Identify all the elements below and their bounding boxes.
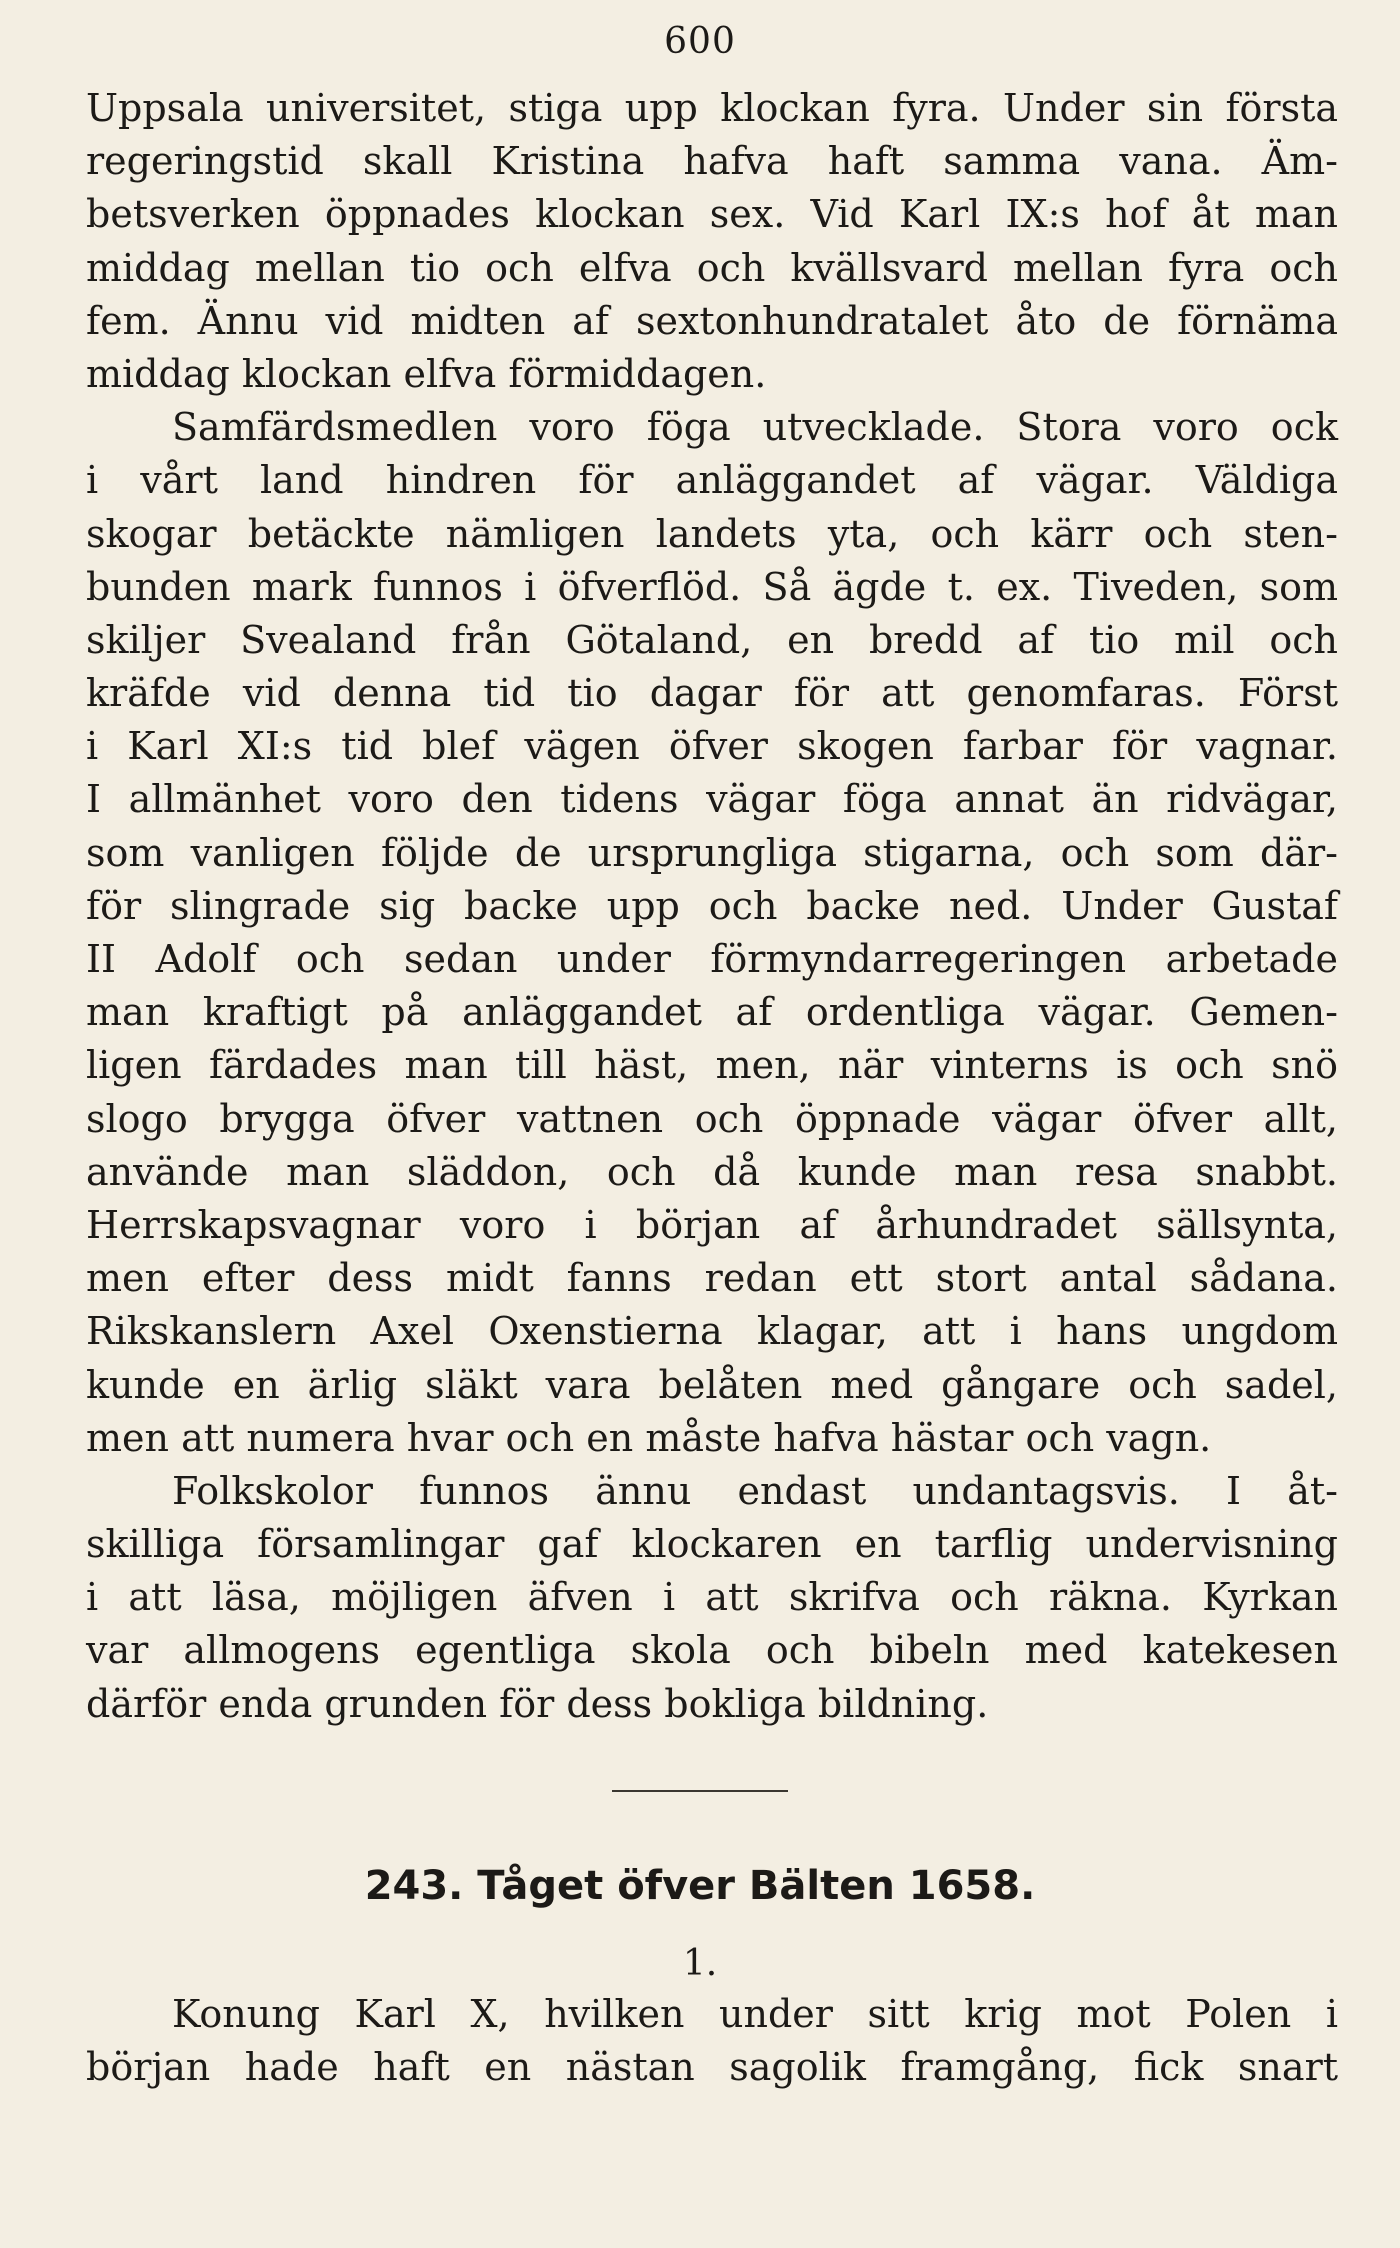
text-line: fem. Ännu vid midten af sextonhundratalet åto de förnäma — [86, 298, 1338, 343]
section-heading: 243. Tåget öfver Bälten 1658. — [364, 1863, 1036, 1909]
text-line: Uppsala universitet, stiga upp klockan fyra. Under sin första — [86, 86, 1338, 130]
page-number: 600 — [664, 21, 736, 62]
text-line: kräfde vid denna tid tio dagar för att genomfaras. Först — [86, 671, 1338, 716]
text-line: i Karl XI:s tid blef vägen öfver skogen farbar för vagnar. — [86, 724, 1338, 769]
text-line: skilliga församlingar gaf klockaren en tarflig undervisning — [86, 1522, 1338, 1567]
text-line: men att numera hvar och en måste hafva hästar och vagn. — [86, 1415, 1212, 1460]
text-line: Samfärdsmedlen voro föga utvecklade. Stora voro ock — [172, 405, 1338, 450]
section-sub-number: 1. — [682, 1943, 718, 1984]
text-line: skiljer Svealand från Götaland, en bredd af tio mil och — [86, 617, 1338, 662]
text-line: men efter dess midt fanns redan ett stort antal sådana. — [86, 1256, 1338, 1301]
paragraph — [86, 401, 1338, 1465]
text-line: man kraftigt på anläggandet af ordentliga vägar. Gemen- — [86, 990, 1338, 1035]
text-line: som vanligen följde de ursprungliga stigarna, och som där- — [86, 830, 1338, 875]
text-line: Folkskolor funnos ännu endast undantagsvis. I åt- — [172, 1468, 1338, 1513]
paragraph — [86, 82, 1338, 401]
text-line: för slingrade sig backe upp och backe ned. Under Gustaf — [86, 883, 1338, 928]
text-line: i att läsa, möjligen äfven i att skrifva och räkna. Kyrkan — [86, 1575, 1338, 1620]
text-line: II Adolf och sedan under förmyndarregeringen arbetade — [86, 937, 1338, 981]
text-line: betsverken öppnades klockan sex. Vid Karl IX:s hof åt man — [86, 192, 1338, 237]
paragraph — [86, 1465, 1338, 1731]
text-line: använde man släddon, och då kunde man resa snabbt. — [86, 1149, 1338, 1194]
text-line: ligen färdades man till häst, men, när vinterns is och snö — [86, 1043, 1338, 1088]
text-line: skogar betäckte nämligen landets yta, och kärr och sten- — [86, 511, 1338, 556]
text-line: kunde en ärlig släkt vara belåten med gångare och sadel, — [86, 1362, 1338, 1407]
text-line: regeringstid skall Kristina hafva haft samma vana. Äm- — [86, 139, 1338, 184]
text-line: Konung Karl X, hvilken under sitt krig mot Polen i — [172, 1992, 1338, 2036]
text-line: middag mellan tio och elfva och kvällsvard mellan fyra och — [86, 245, 1338, 290]
text-line: bunden mark funnos i öfverflöd. Så ägde t. ex. Tiveden, som — [86, 564, 1338, 609]
text-line: början hade haft en nästan sagolik framgång, fick snart — [86, 2045, 1338, 2090]
text-line: middag klockan elfva förmiddagen. — [86, 351, 767, 396]
section-divider — [612, 1790, 788, 1792]
text-line: slogo brygga öfver vattnen och öppnade vägar öfver allt, — [86, 1096, 1338, 1141]
text-line: var allmogens egentliga skola och bibeln med katekesen — [86, 1628, 1338, 1673]
text-line: i vårt land hindren för anläggandet af vägar. Väldiga — [86, 458, 1338, 503]
text-line: I allmänhet voro den tidens vägar föga annat än ridvägar, — [86, 777, 1338, 822]
body-text-top — [86, 82, 1338, 1731]
text-line: Herrskapsvagnar voro i början af århundradet sällsynta, — [86, 1202, 1338, 1247]
text-line: Rikskanslern Axel Oxenstierna klagar, att i hans ungdom — [86, 1309, 1338, 1354]
section-body-text — [86, 1988, 1338, 2094]
text-line: därför enda grunden för dess bokliga bildning. — [86, 1681, 989, 1726]
